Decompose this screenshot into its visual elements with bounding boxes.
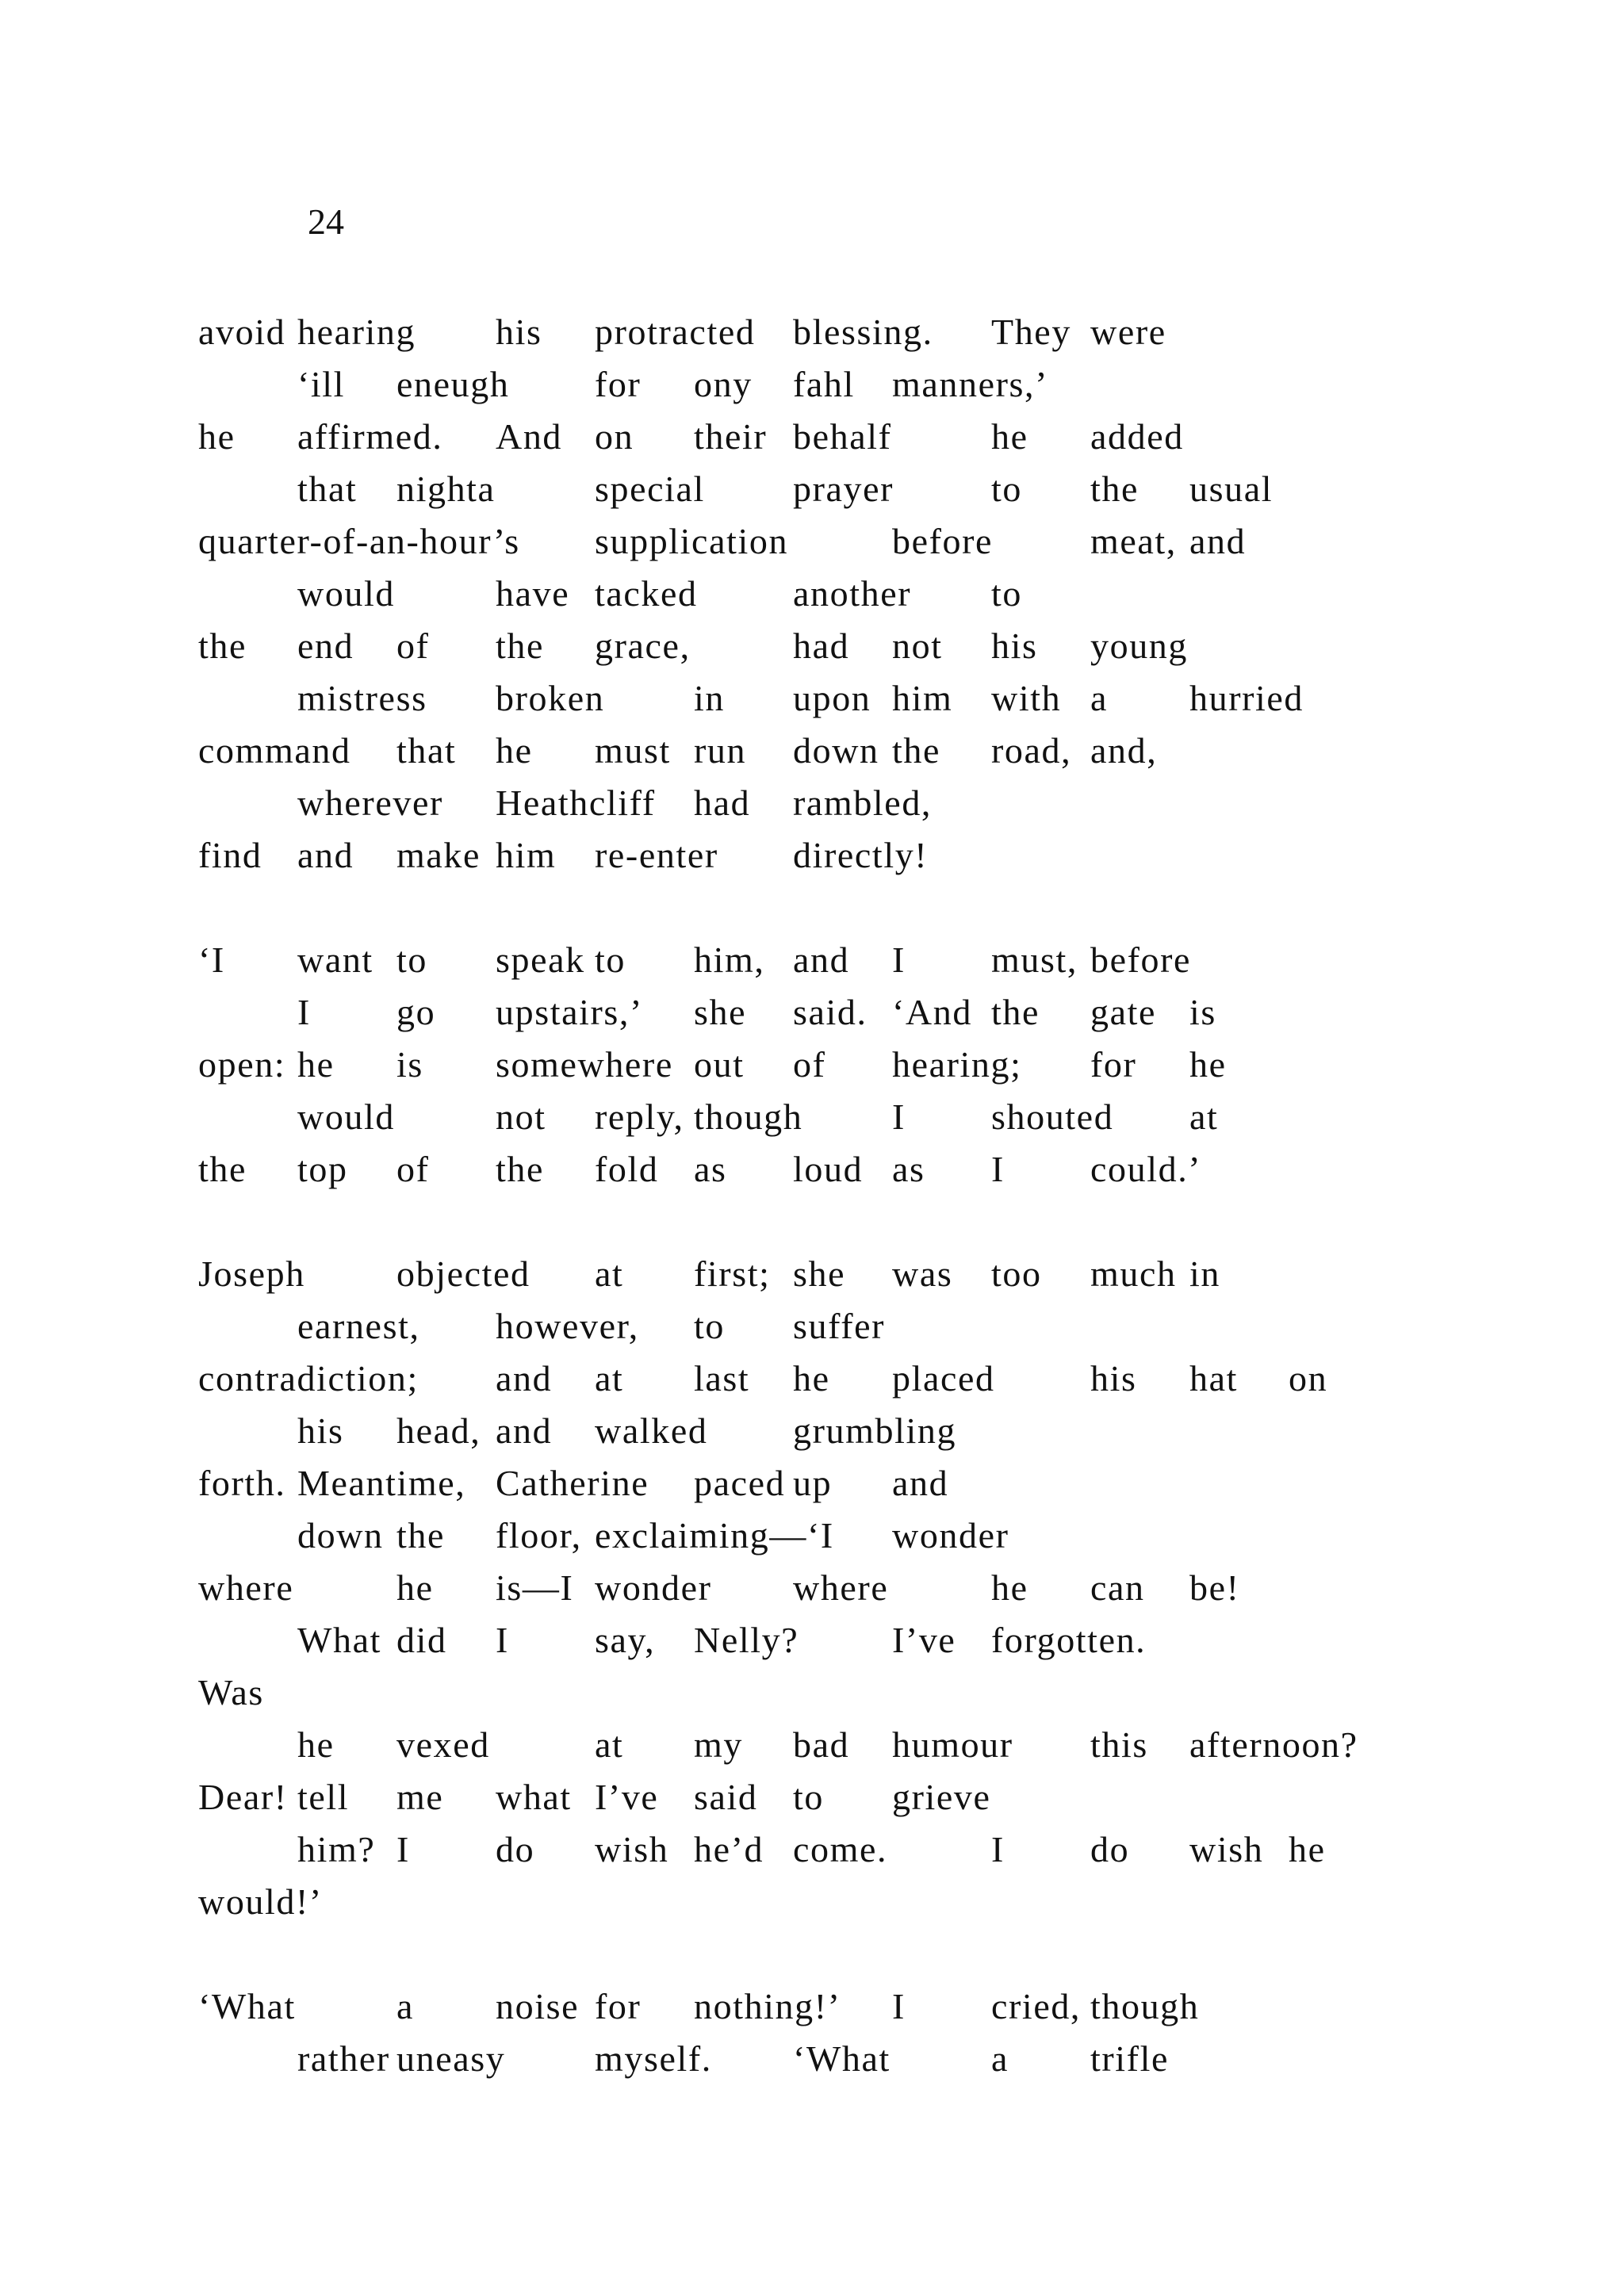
word: and [496,1358,553,1399]
word: the [496,1149,544,1189]
word: Heathcliff [496,783,656,823]
word: shouted [991,1096,1114,1137]
word: rambled, [793,783,933,823]
word: Nelly? [694,1620,799,1660]
word: tell [297,1777,350,1817]
word: and, [1090,730,1158,771]
word: Catherine [496,1463,649,1503]
word: do [1090,1829,1130,1869]
word: I [991,1829,1005,1869]
word: young [1090,626,1188,666]
word: to [694,1306,725,1346]
word: grieve [892,1777,991,1817]
word: in [1189,1253,1220,1294]
word: rather [297,2038,390,2079]
word: bad [793,1724,850,1765]
word: of [396,626,430,666]
word: he [793,1358,830,1399]
word: speak [496,939,585,980]
word: top [297,1149,348,1189]
word: special [595,469,705,509]
word: broken [496,678,605,718]
word: hurried [1189,678,1304,718]
word: exclaiming—‘I [595,1515,834,1556]
word: his [991,626,1038,666]
page-number: 24 [308,201,344,242]
text-line [0,986,1624,1039]
word: was [892,1253,953,1294]
word: wish [595,1829,669,1869]
word: though [1090,1986,1200,2026]
word: ‘And [892,992,972,1032]
word: re-enter [595,835,718,875]
word: for [595,1986,642,2026]
word: he [1289,1829,1326,1869]
text-line [0,829,1624,882]
word: tacked [595,573,698,614]
word: nighta [396,469,496,509]
word: must [595,730,671,771]
word: to [991,573,1022,614]
word: floor, [496,1515,582,1556]
word: Joseph [198,1253,305,1294]
word: he [1189,1044,1227,1085]
word: last [694,1358,750,1399]
word: ony [694,364,753,404]
text-line [0,620,1624,672]
word: fold [595,1149,659,1189]
word: not [496,1096,546,1137]
word: to [595,939,626,980]
word: I’ve [892,1620,956,1660]
word: he’d [694,1829,764,1869]
word: grace, [595,626,691,666]
text-line [0,1562,1624,1614]
word: had [694,783,751,823]
word: though [694,1096,803,1137]
word: on [595,416,634,457]
word: ‘ill [297,364,346,404]
word: me [396,1777,444,1817]
word: added [1090,416,1184,457]
word: find [198,835,262,875]
word: before [1090,939,1192,980]
word: the [198,1149,247,1189]
word: Was [198,1672,264,1712]
word: ‘What [793,2038,891,2079]
word: ‘What [198,1986,296,2026]
word: blessing. [793,312,933,352]
word: road, [991,730,1072,771]
word: in [694,678,725,718]
word: to [991,469,1022,509]
word: mistress [297,678,427,718]
word: the [1090,469,1139,509]
word: earnest, [297,1306,420,1346]
word: the [991,992,1040,1032]
word: quarter-of-an-hour’s [198,521,520,561]
word: to [396,939,427,980]
word: and [1189,521,1247,561]
word: him [496,835,557,875]
text-line [0,463,1624,515]
word: his [496,312,542,352]
word: the [198,626,247,666]
text-line [0,515,1624,568]
word: at [595,1358,624,1399]
word: before [892,521,994,561]
word: What [297,1620,382,1660]
word: run [694,730,747,771]
word: wonder [595,1567,712,1608]
text-line [0,568,1624,620]
word: he [297,1044,335,1085]
text-line [0,777,1624,829]
word: contradiction; [198,1358,419,1399]
word: make [396,835,481,875]
text-line [0,1823,1624,1876]
word: for [1090,1044,1137,1085]
word: humour [892,1724,1013,1765]
word: grumbling [793,1410,957,1451]
word: and [892,1463,949,1503]
word: supplication [595,521,789,561]
word: at [1189,1096,1219,1137]
word: at [595,1253,624,1294]
word: walked [595,1410,708,1451]
word: must, [991,939,1078,980]
word: him [892,678,953,718]
word: wish [1189,1829,1264,1869]
word: nothing!’ [694,1986,841,2026]
word: too [991,1253,1042,1294]
word: where [793,1567,889,1608]
text-line [0,1719,1624,1771]
word: placed [892,1358,995,1399]
text-line [0,411,1624,463]
word: ‘I [198,939,225,980]
word: that [396,730,457,771]
word: paced [694,1463,786,1503]
word: what [496,1777,572,1817]
word: directly! [793,835,929,875]
word: I’ve [595,1777,659,1817]
word: down [793,730,879,771]
text-line [0,1614,1624,1667]
word: meat, [1090,521,1177,561]
word: that [297,469,358,509]
text-line [0,1353,1624,1405]
word: upstairs,’ [496,992,643,1032]
word: she [793,1253,846,1294]
word: of [793,1044,826,1085]
word: my [694,1724,743,1765]
word: I [991,1149,1005,1189]
word: on [1289,1358,1328,1399]
word: he [198,416,236,457]
word: he [496,730,533,771]
word: cried, [991,1986,1082,2026]
word: the [892,730,940,771]
word: he [297,1724,335,1765]
word: down [297,1515,384,1556]
text-line [0,1405,1624,1457]
word: I [496,1620,509,1660]
word: out [694,1044,745,1085]
text-line [0,1667,1624,1719]
word: I [892,1986,906,2026]
word: his [297,1410,344,1451]
word: suffer [793,1306,886,1346]
word: objected [396,1253,530,1294]
word: They [991,312,1071,352]
text-line [0,2033,1624,2085]
word: to [793,1777,824,1817]
word: protracted [595,312,756,352]
word: prayer [793,469,894,509]
text-line [0,1300,1624,1353]
word: forth. [198,1463,286,1503]
word: were [1090,312,1166,352]
word: and [496,1410,553,1451]
text-line [0,1876,1624,1928]
word: want [297,939,373,980]
word: myself. [595,2038,712,2079]
word: I [892,939,906,980]
text-line [0,1457,1624,1510]
word: much [1090,1253,1177,1294]
word: him, [694,939,765,980]
word: I [892,1096,906,1137]
word: he [991,416,1028,457]
word: do [496,1829,535,1869]
word: their [694,416,768,457]
word: afternoon? [1189,1724,1358,1765]
text-line [0,725,1624,777]
word: vexed [396,1724,490,1765]
word: however, [496,1306,639,1346]
word: would [297,573,395,614]
word: a [1090,678,1109,718]
word: manners,’ [892,364,1049,404]
text-line [0,1039,1624,1091]
word: say, [595,1620,656,1660]
word: somewhere [496,1044,673,1085]
word: have [496,573,570,614]
word: reply, [595,1096,684,1137]
word: at [595,1724,624,1765]
word: first; [694,1253,771,1294]
word: as [892,1149,925,1189]
text-line [0,1980,1624,2033]
word: would [297,1096,395,1137]
word: I [297,992,311,1032]
word: up [793,1463,833,1503]
word: affirmed. [297,416,443,457]
word: another [793,573,912,614]
word: wherever [297,783,443,823]
word: wonder [892,1515,1009,1556]
word: did [396,1620,447,1660]
word: is—I [496,1567,574,1608]
text-line [0,1091,1624,1143]
text-line [0,358,1624,411]
word: as [694,1149,727,1189]
text-line [0,1510,1624,1562]
text-line [0,1771,1624,1823]
text-line [0,672,1624,725]
word: uneasy [396,2038,506,2079]
word: for [595,364,642,404]
word: had [793,626,850,666]
word: command [198,730,351,771]
word: Meantime, [297,1463,466,1503]
word: I [396,1829,410,1869]
word: hearing [297,312,416,352]
word: said. [793,992,868,1032]
word: with [991,678,1062,718]
word: the [496,626,544,666]
text-line [0,1248,1624,1300]
word: trifle [1090,2038,1169,2079]
word: not [892,626,943,666]
word: hearing; [892,1044,1022,1085]
word: fahl [793,364,855,404]
word: she [694,992,747,1032]
word: noise [496,1986,580,2026]
word: is [396,1044,423,1085]
word: he [396,1567,434,1608]
word: behalf [793,416,892,457]
word: a [991,2038,1009,2079]
word: and [793,939,850,980]
text-line [0,934,1624,986]
text-line [0,306,1624,358]
word: and [297,835,354,875]
word: he [991,1567,1028,1608]
word: come. [793,1829,888,1869]
word: eneugh [396,364,510,404]
word: can [1090,1567,1145,1608]
word: go [396,992,436,1032]
word: said [694,1777,758,1817]
word: avoid [198,312,286,352]
word: head, [396,1410,481,1451]
word: gate [1090,992,1157,1032]
word: usual [1189,469,1274,509]
text-line [0,1143,1624,1196]
word: the [396,1515,445,1556]
word: could.’ [1090,1149,1202,1189]
word: loud [793,1149,864,1189]
word: where [198,1567,294,1608]
word: forgotten. [991,1620,1147,1660]
word: this [1090,1724,1148,1765]
word: him? [297,1829,376,1869]
word: Dear! [198,1777,288,1817]
word: open: [198,1044,286,1085]
word: upon [793,678,871,718]
word: hat [1189,1358,1238,1399]
word: is [1189,992,1216,1032]
word: of [396,1149,430,1189]
word: be! [1189,1567,1240,1608]
word: And [496,416,563,457]
word: a [396,1986,415,2026]
word: would!’ [198,1881,323,1922]
word: his [1090,1358,1137,1399]
word: end [297,626,354,666]
